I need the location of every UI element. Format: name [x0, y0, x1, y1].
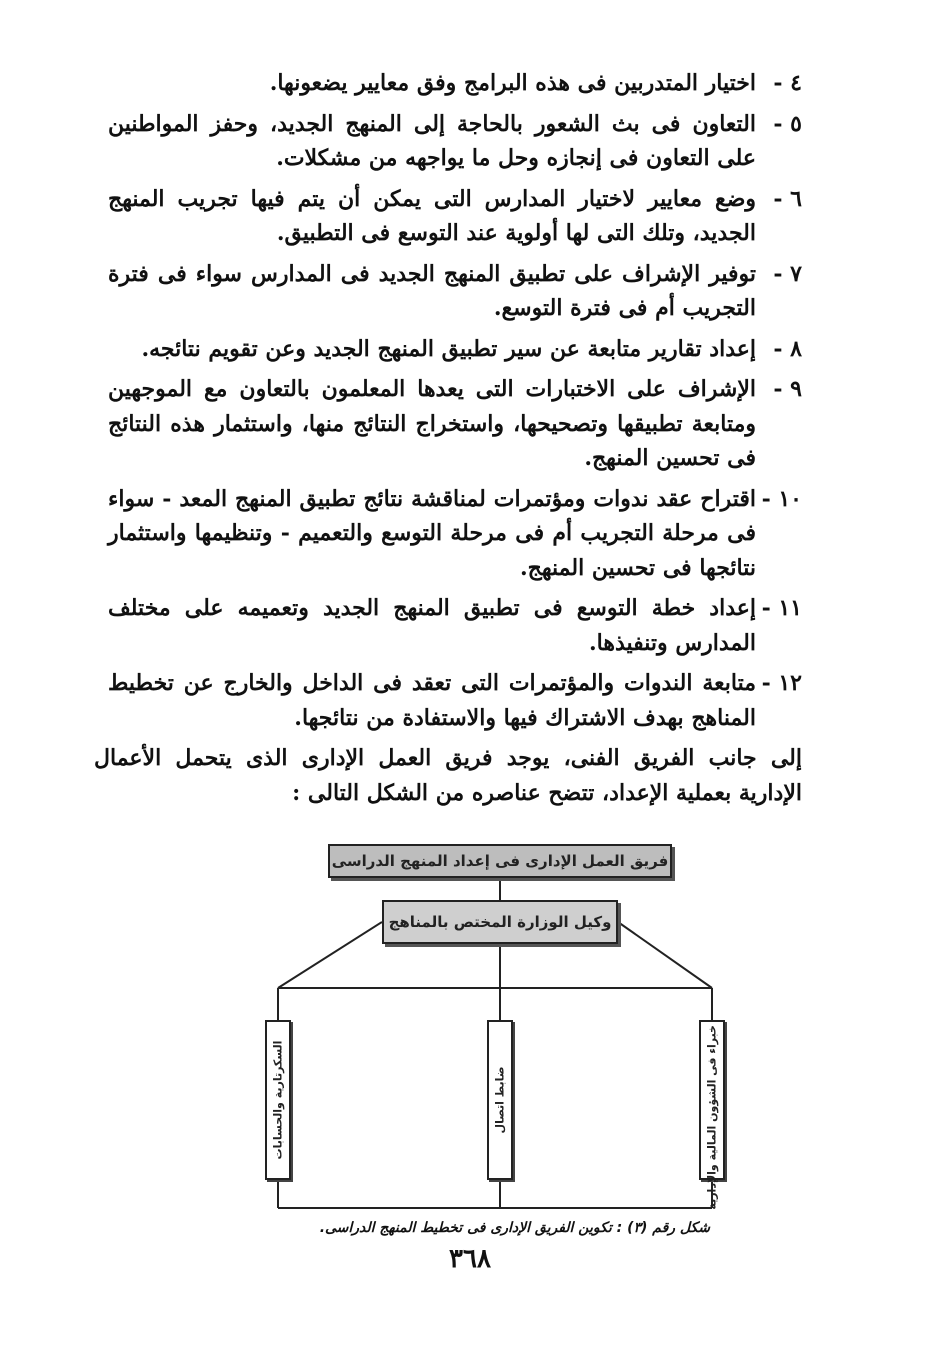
intro-paragraph: إلى جانب الفريق الفنى، يوجد فريق العمل الإدارى الذى يتحمل الأعمال الإدارية بعملية الإعداد، تتضح عناصره من الشكل التالى :	[94, 745, 802, 806]
list-item-number: ٨ -	[773, 335, 802, 362]
connector-right-diagonal	[618, 922, 712, 988]
list-item-text: الإشراف على الاختبارات التى يعدها المعلمون بالتعاون مع الموجهين ومتابعة تطبيقها وتصحيحها، واستخراج النتائج منها، واستثمار هذه النتائج فى تحسين المنهج.	[108, 376, 756, 471]
list-item-text: التعاون فى بث الشعور بالحاجة إلى المنهج الجديد، وحفز المواطنين على التعاون فى إنجازه وحل ما يواجهه من مشكلات.	[108, 110, 756, 171]
page-number: ٣٦٨	[449, 1244, 491, 1274]
list-item	[108, 66, 802, 101]
connector-left-diagonal	[278, 922, 382, 988]
list-item	[108, 591, 802, 660]
list-item-text: إعداد تقارير متابعة عن سير تطبيق المنهج الجديد وعن تقويم نتائجه.	[141, 335, 756, 362]
list-item-text: اختيار المتدربين فى هذه البرامج وفق معايير يضعونها.	[269, 70, 756, 96]
list-item-number: ٩ -	[773, 376, 802, 402]
list-item-number: ٤ -	[773, 70, 802, 96]
list-item	[108, 332, 802, 367]
org-chart-left-box	[265, 1020, 291, 1180]
org-chart-right-box	[699, 1020, 725, 1210]
org-chart-middle-label: ضابط اتصال	[493, 1066, 507, 1134]
body-text	[94, 66, 802, 810]
list-item-number: ١٠ -	[761, 485, 802, 512]
list-item	[108, 372, 802, 476]
org-chart-left-label: السكرتارية والحسابات	[271, 1040, 285, 1160]
list-item-number: ١١ -	[761, 595, 802, 621]
list-item	[108, 107, 802, 176]
list-item-number: ١٢ -	[761, 670, 802, 696]
list-item-text: اقتراح عقد ندوات ومؤتمرات لمناقشة نتائج تطبيق المنهج المعد - سواء فى مرحلة التجريب أم فى مرحلة التوسع والتعميم - وتنظيمها واستثمار نتائجها فى تحسين المنهج.	[108, 485, 756, 581]
org-chart	[252, 838, 732, 1218]
list-item-text: متابعة الندوات والمؤتمرات التى تعقد فى الداخل والخارج عن تخطيط المناهج بهدف الاشتراك فيها والاستفادة من نتائجها.	[108, 670, 756, 731]
list-item-text: إعداد خطة التوسع فى تطبيق المنهج الجديد وتعميمه على مختلف المدارس وتنفيذها.	[108, 595, 756, 656]
list-item	[108, 257, 802, 326]
list-item	[108, 182, 802, 251]
list-item-text: وضع معايير لاختيار المدارس التى يمكن أن يتم فيها تجريب المنهج الجديد، وتلك التى لها أولوية عند التوسع فى التطبيق.	[108, 185, 756, 246]
org-chart-deputy-box: وكيل الوزارة المختص بالمناهج	[382, 900, 618, 944]
org-chart-title-box: فريق العمل الإدارى فى إعداد المنهج الدراسى	[328, 844, 672, 878]
list-item	[108, 666, 802, 735]
list-item-number: ٧ -	[773, 260, 802, 287]
list-item-text: توفير الإشراف على تطبيق المنهج الجديد فى المدارس سواء فى فترة التجريب أم فى فترة التوسع.	[108, 260, 756, 321]
org-chart-middle-box	[487, 1020, 513, 1180]
figure-caption: شكل رقم (٣) : تكوين الفريق الإدارى فى تخطيط المنهج الدراسى.	[319, 1220, 710, 1236]
list-item-number: ٥ -	[773, 110, 802, 137]
list-item-number: ٦ -	[773, 185, 802, 212]
org-chart-right-label: خبراء فى الشؤون المالية والإدارية	[705, 1025, 719, 1210]
list-item	[108, 482, 802, 586]
